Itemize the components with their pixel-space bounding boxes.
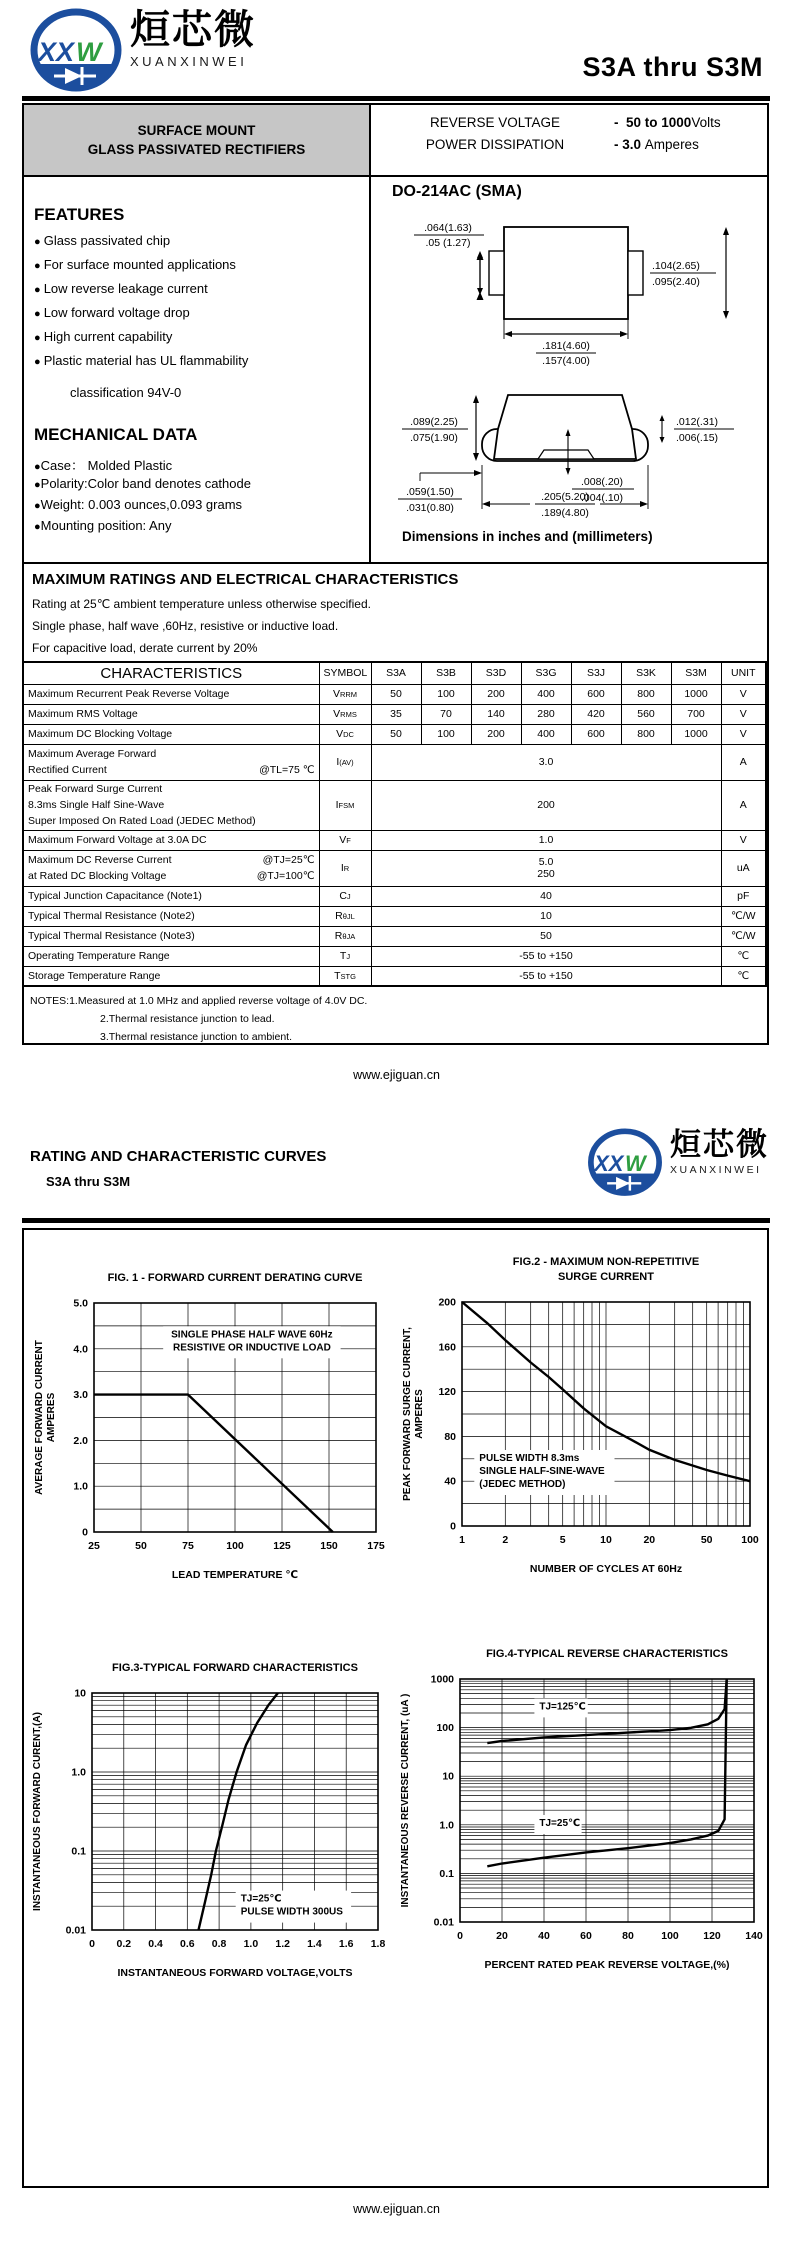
spec-value: 50 to 1000 — [626, 115, 692, 130]
divider — [24, 562, 767, 564]
value-cell: 400 — [521, 724, 571, 744]
value-cell: 200 — [371, 780, 721, 830]
table-row — [23, 966, 766, 986]
svg-text:60: 60 — [580, 1930, 592, 1942]
svg-text:AVERAGE FORWARD CURRENT: AVERAGE FORWARD CURRENT — [34, 1340, 45, 1495]
mechanical-item: ● Weight: 0.003 ounces,0.093 grams — [34, 497, 242, 512]
unit-cell: ℃ — [721, 946, 766, 966]
table-row — [23, 724, 766, 744]
svg-text:TJ=25℃: TJ=25℃ — [240, 1893, 282, 1905]
divider — [369, 105, 371, 562]
svg-text:75: 75 — [182, 1540, 194, 1552]
logo-letter-green: W — [76, 37, 102, 67]
svg-text:FIG.4-TYPICAL REVERSE CHARACTE: FIG.4-TYPICAL REVERSE CHARACTERISTICS — [486, 1648, 728, 1660]
dim-label: .012(.31) — [676, 416, 719, 428]
svg-text:4.0: 4.0 — [73, 1343, 88, 1356]
dim-label: .095(2.40) — [652, 276, 700, 288]
svg-text:0: 0 — [450, 1520, 456, 1533]
value-cell: 10 — [371, 906, 721, 926]
symbol-cell: TJ — [319, 946, 371, 966]
characteristic-cell: Typical Thermal Resistance (Note2) — [23, 906, 319, 926]
unit-cell: pF — [721, 886, 766, 906]
company-logo — [586, 1128, 769, 1198]
value-cell: -55 to +150 — [371, 946, 721, 966]
value-cell: 3.0 — [371, 744, 721, 780]
value-cell: 400 — [521, 684, 571, 704]
package-name: DO-214AC (SMA) — [392, 183, 522, 200]
svg-text:20: 20 — [643, 1534, 656, 1546]
svg-text:125: 125 — [273, 1540, 291, 1552]
unit-cell: V — [721, 684, 766, 704]
characteristic-cell: Peak Forward Surge Current 8.3ms Single Half Sine-Wave Super Imposed On Rated Load (JEDEC Method) — [23, 780, 319, 830]
table-row — [23, 886, 766, 906]
logo-letter-green: W — [625, 1151, 646, 1177]
dim-label: .006(.15) — [676, 432, 719, 444]
page2-heading: RATING AND CHARACTERISTIC CURVES — [30, 1148, 327, 1165]
package-side-view — [390, 373, 742, 525]
brand-name-en: XUANXINWEI — [130, 54, 248, 69]
company-logo — [28, 8, 256, 94]
dim-label: .157(4.00) — [542, 355, 590, 367]
svg-text:AMPERES: AMPERES — [414, 1389, 425, 1439]
unit-cell: ℃/W — [721, 926, 766, 946]
column-header: SYMBOL — [319, 662, 371, 684]
symbol-cell: RθJL — [319, 906, 371, 926]
unit-cell: A — [721, 780, 766, 830]
dim-label: .064(1.63) — [424, 222, 472, 234]
table-header-row — [23, 662, 766, 684]
symbol-cell: VF — [319, 830, 371, 850]
characteristic-cell: Maximum RMS Voltage — [23, 704, 319, 724]
svg-text:2.0: 2.0 — [73, 1434, 88, 1447]
column-header: S3G — [521, 662, 571, 684]
logo-letters-blue: XX — [594, 1151, 624, 1177]
value-cell: 600 — [571, 684, 621, 704]
package-top-view — [396, 213, 741, 369]
characteristic-cell: Storage Temperature Range — [23, 966, 319, 986]
svg-text:FIG. 1 - FORWARD CURRENT DERAT: FIG. 1 - FORWARD CURRENT DERATING CURVE — [107, 1272, 363, 1284]
fig3-forward-characteristics-chart — [28, 1654, 394, 1989]
spec-dash: - — [614, 115, 619, 130]
column-header: CHARACTERISTICS — [23, 662, 319, 684]
value-cell: 1000 — [671, 684, 721, 704]
dim-label: .181(4.60) — [542, 340, 590, 352]
table-row — [23, 926, 766, 946]
svg-text:0: 0 — [82, 1526, 88, 1539]
svg-text:0.2: 0.2 — [116, 1938, 132, 1950]
svg-text:INSTANTANEOUS FORWARD CURENT,: INSTANTANEOUS FORWARD CURENT,(A) — [32, 1712, 43, 1911]
svg-text:INSTANTANEOUS REVERSE CURRENT,: INSTANTANEOUS REVERSE CURRENT, (uA ) — [400, 1693, 411, 1908]
svg-text:40: 40 — [444, 1475, 456, 1488]
spec-label: REVERSE VOLTAGE — [429, 115, 561, 130]
svg-text:100: 100 — [741, 1534, 759, 1546]
svg-text:1: 1 — [459, 1534, 465, 1546]
company-logo-icon — [586, 1128, 664, 1198]
svg-text:SINGLE PHASE HALF WAVE 60Hz: SINGLE PHASE HALF WAVE 60Hz — [171, 1329, 333, 1341]
spec-reverse-voltage — [376, 115, 761, 130]
value-cell: 200 — [471, 724, 521, 744]
value-cell: 1.0 — [371, 830, 721, 850]
mechanical-item: ● Case： Molded Plastic — [34, 455, 172, 474]
value-cell: 100 — [421, 684, 471, 704]
svg-text:1000: 1000 — [430, 1673, 454, 1686]
svg-text:100: 100 — [661, 1930, 679, 1942]
svg-text:200: 200 — [438, 1296, 456, 1309]
symbol-cell: VRRM — [319, 684, 371, 704]
value-cell: 50 — [371, 724, 421, 744]
svg-text:5.0: 5.0 — [73, 1297, 88, 1310]
column-header: UNIT — [721, 662, 766, 684]
divider — [24, 175, 767, 177]
value-cell: -55 to +150 — [371, 966, 721, 986]
product-type-line2: GLASS PASSIVATED RECTIFIERS — [87, 142, 306, 157]
table-row — [23, 906, 766, 926]
svg-text:5: 5 — [559, 1534, 566, 1546]
dim-label: .189(4.80) — [541, 507, 589, 519]
unit-cell: ℃ — [721, 966, 766, 986]
svg-text:INSTANTANEOUS FORWARD VOLTAGE,: INSTANTANEOUS FORWARD VOLTAGE,VOLTS — [117, 1967, 353, 1979]
svg-text:0.8: 0.8 — [211, 1938, 227, 1950]
mechanical-heading: MECHANICAL DATA — [34, 425, 198, 444]
svg-text:0.01: 0.01 — [433, 1916, 454, 1929]
svg-text:10: 10 — [442, 1770, 454, 1783]
value-cell: 420 — [571, 704, 621, 724]
dim-label: .059(1.50) — [406, 486, 454, 498]
svg-text:80: 80 — [444, 1430, 456, 1443]
characteristic-cell: Maximum DC Reverse Current @TJ=25℃ at Rated DC Blocking Voltage @TJ=100℃ — [23, 850, 319, 886]
svg-text:SURGE CURRENT: SURGE CURRENT — [558, 1271, 654, 1283]
feature-item: ● Glass passivated chip — [34, 233, 170, 248]
dim-label: .104(2.65) — [652, 260, 700, 272]
svg-text:50: 50 — [700, 1534, 713, 1546]
fig2-max-surge-current-chart — [398, 1248, 766, 1585]
svg-text:40: 40 — [538, 1930, 550, 1942]
page-title: S3A thru S3M — [582, 52, 763, 82]
svg-text:AMPERES: AMPERES — [46, 1392, 57, 1443]
svg-text:1.0: 1.0 — [439, 1819, 454, 1832]
value-cell: 200 — [471, 684, 521, 704]
unit-cell: uA — [721, 850, 766, 886]
svg-text:TJ=125℃: TJ=125℃ — [539, 1701, 586, 1713]
ratings-condition: Single phase, half wave ,60Hz, resistive or inductive load. — [32, 619, 339, 633]
unit-cell: V — [721, 724, 766, 744]
mechanical-item: ● Mounting position: Any — [34, 518, 171, 533]
header-rule — [22, 1218, 770, 1223]
value-cell: 600 — [571, 724, 621, 744]
svg-text:FIG.3-TYPICAL FORWARD CHARACTE: FIG.3-TYPICAL FORWARD CHARACTERISTICS — [112, 1662, 358, 1674]
product-type-line1: SURFACE MOUNT — [137, 123, 256, 138]
svg-text:1.6: 1.6 — [338, 1938, 354, 1950]
feature-item: ● For surface mounted applications — [34, 257, 236, 272]
symbol-cell: IFSM — [319, 780, 371, 830]
svg-text:80: 80 — [622, 1930, 634, 1942]
svg-text:PERCENT RATED PEAK REVERSE VOL: PERCENT RATED PEAK REVERSE VOLTAGE,(%) — [484, 1959, 730, 1971]
column-header: S3B — [421, 662, 471, 684]
mechanical-item: ● Polarity:Color band denotes cathode — [34, 476, 251, 491]
spec-dash: - — [614, 137, 619, 152]
page1-footer-url: www.ejiguan.cn — [353, 1068, 440, 1082]
note-line: 2.Thermal resistance junction to lead. — [100, 1013, 275, 1025]
svg-text:(JEDEC METHOD): (JEDEC METHOD) — [479, 1479, 566, 1490]
dim-label: .089(2.25) — [410, 416, 458, 428]
value-cell: 280 — [521, 704, 571, 724]
value-cell: 140 — [471, 704, 521, 724]
column-header: S3M — [671, 662, 721, 684]
fig1-forward-current-derating-chart — [30, 1264, 392, 1591]
value-cell: 35 — [371, 704, 421, 724]
logo-letters-blue: XX — [38, 37, 75, 67]
svg-text:120: 120 — [438, 1386, 456, 1399]
svg-text:0.4: 0.4 — [148, 1938, 163, 1950]
characteristic-cell: Maximum Recurrent Peak Reverse Voltage — [23, 684, 319, 704]
symbol-cell: TSTG — [319, 966, 371, 986]
brand-name-en: XUANXINWEI — [670, 1164, 762, 1176]
dim-label: .004(.10) — [580, 492, 624, 504]
characteristic-cell: Typical Thermal Resistance (Note3) — [23, 926, 319, 946]
column-header: S3A — [371, 662, 421, 684]
svg-text:PULSE WIDTH 300US: PULSE WIDTH 300US — [240, 1906, 343, 1918]
symbol-cell: CJ — [319, 886, 371, 906]
unit-cell: ℃/W — [721, 906, 766, 926]
feature-item: ● Low reverse leakage current — [34, 281, 208, 296]
svg-text:100: 100 — [436, 1722, 454, 1735]
spec-value: 3.0 — [622, 137, 645, 152]
package-caption: Dimensions in inches and (millimeters) — [402, 529, 653, 544]
page2-content-box — [22, 1228, 769, 2188]
svg-text:PEAK FORWARD SURGE CURRENT,: PEAK FORWARD SURGE CURRENT, — [402, 1327, 413, 1501]
svg-text:0.01: 0.01 — [65, 1924, 86, 1937]
ratings-condition: Rating at 25℃ ambient temperature unless otherwise specified. — [32, 597, 371, 611]
value-cell: 1000 — [671, 724, 721, 744]
svg-text:1.0: 1.0 — [71, 1766, 86, 1779]
value-cell: 800 — [621, 724, 671, 744]
feature-item: ● High current capability — [34, 329, 172, 344]
svg-text:0.1: 0.1 — [439, 1867, 454, 1880]
svg-text:0: 0 — [457, 1930, 463, 1942]
svg-text:RESISTIVE OR INDUCTIVE LOAD: RESISTIVE OR INDUCTIVE LOAD — [173, 1342, 331, 1354]
value-cell: 70 — [421, 704, 471, 724]
svg-text:LEAD TEMPERATURE ℃: LEAD TEMPERATURE ℃ — [171, 1569, 299, 1581]
value-cell: 50 — [371, 684, 421, 704]
unit-cell: V — [721, 704, 766, 724]
value-cell: 5.0 250 — [371, 850, 721, 886]
svg-text:1.8: 1.8 — [370, 1938, 386, 1950]
svg-text:20: 20 — [496, 1930, 508, 1942]
table-row — [23, 850, 766, 886]
page1-content-box — [22, 103, 769, 1045]
spec-unit: Amperes — [644, 137, 699, 152]
key-specs — [376, 115, 761, 159]
feature-item: ● Low forward voltage drop — [34, 305, 190, 320]
unit-cell: V — [721, 830, 766, 850]
ratings-condition: For capacitive load, derate current by 20% — [32, 641, 258, 655]
column-header: S3K — [621, 662, 671, 684]
dim-label: .008(.20) — [580, 476, 624, 488]
svg-text:2: 2 — [502, 1534, 509, 1546]
symbol-cell: VRMS — [319, 704, 371, 724]
dim-label: .031(0.80) — [406, 502, 454, 514]
spec-label: POWER DISSIPATION — [425, 137, 565, 152]
value-cell: 50 — [371, 926, 721, 946]
spec-unit: Volts — [691, 115, 721, 130]
value-cell: 100 — [421, 724, 471, 744]
note-line: NOTES:1.Measured at 1.0 MHz and applied reverse voltage of 4.0V DC. — [30, 995, 368, 1007]
page2-footer-url: www.ejiguan.cn — [353, 2202, 440, 2216]
feature-item: ● Plastic material has UL flammability — [34, 353, 248, 368]
svg-text:TJ=25℃: TJ=25℃ — [539, 1818, 581, 1829]
dim-label: .205(5.20) — [541, 491, 589, 503]
value-cell: 560 — [621, 704, 671, 724]
value-cell: 800 — [621, 684, 671, 704]
svg-text:120: 120 — [703, 1930, 721, 1942]
column-header: S3D — [471, 662, 521, 684]
table-row — [23, 780, 766, 830]
unit-cell: A — [721, 744, 766, 780]
ratings-table-body — [23, 662, 766, 986]
characteristic-cell: Operating Temperature Range — [23, 946, 319, 966]
svg-text:0: 0 — [89, 1938, 95, 1950]
svg-text:1.0: 1.0 — [243, 1938, 259, 1950]
value-cell: 40 — [371, 886, 721, 906]
dim-label: .05 (1.27) — [425, 237, 471, 249]
svg-text:100: 100 — [226, 1540, 244, 1552]
fig4-reverse-characteristics-chart — [396, 1640, 770, 1981]
characteristic-cell: Maximum Average Forward Rectified Current @TL=75 ℃ — [23, 744, 319, 780]
ratings-heading: MAXIMUM RATINGS AND ELECTRICAL CHARACTERISTICS — [32, 571, 459, 588]
svg-text:50: 50 — [135, 1540, 147, 1552]
company-logo-icon — [28, 8, 124, 94]
symbol-cell: VDC — [319, 724, 371, 744]
svg-text:10: 10 — [74, 1687, 86, 1700]
svg-text:1.4: 1.4 — [307, 1938, 322, 1950]
feature-item-cont: classification 94V-0 — [70, 385, 182, 400]
svg-text:SINGLE HALF-SINE-WAVE: SINGLE HALF-SINE-WAVE — [479, 1466, 605, 1477]
brand-name-cn: 烜芯微 — [670, 1127, 769, 1162]
svg-text:PULSE WIDTH 8.3ms: PULSE WIDTH 8.3ms — [479, 1453, 580, 1464]
header-rule — [22, 96, 770, 101]
symbol-cell: I(AV) — [319, 744, 371, 780]
table-row — [23, 744, 766, 780]
value-cell: 700 — [671, 704, 721, 724]
svg-text:25: 25 — [88, 1540, 100, 1552]
svg-text:160: 160 — [438, 1341, 456, 1354]
symbol-cell: RθJA — [319, 926, 371, 946]
symbol-cell: IR — [319, 850, 371, 886]
svg-text:140: 140 — [745, 1930, 763, 1942]
brand-name-cn: 烜芯微 — [130, 8, 256, 52]
features-heading: FEATURES — [34, 205, 125, 224]
svg-text:1.2: 1.2 — [275, 1938, 291, 1950]
svg-text:0.1: 0.1 — [71, 1845, 86, 1858]
note-line: 3.Thermal resistance junction to ambient. — [100, 1031, 293, 1043]
table-row — [23, 830, 766, 850]
svg-text:NUMBER OF CYCLES AT 60Hz: NUMBER OF CYCLES AT 60Hz — [529, 1563, 683, 1575]
ratings-table — [22, 661, 767, 987]
svg-text:10: 10 — [600, 1534, 612, 1546]
svg-text:1.0: 1.0 — [73, 1480, 88, 1493]
svg-text:0.6: 0.6 — [179, 1938, 195, 1950]
characteristic-cell: Maximum DC Blocking Voltage — [23, 724, 319, 744]
table-row — [23, 684, 766, 704]
column-header: S3J — [571, 662, 621, 684]
characteristic-cell: Maximum Forward Voltage at 3.0A DC — [23, 830, 319, 850]
product-type-box — [24, 105, 371, 175]
dim-label: .075(1.90) — [410, 432, 458, 444]
svg-text:FIG.2 - MAXIMUM NON-REPETITIV: FIG.2 - MAXIMUM NON-REPETITIVE — [512, 1256, 700, 1268]
characteristic-cell: Typical Junction Capacitance (Note1) — [23, 886, 319, 906]
page2-subheading: S3A thru S3M — [46, 1174, 131, 1189]
svg-text:150: 150 — [320, 1540, 338, 1552]
svg-text:3.0: 3.0 — [73, 1389, 88, 1402]
table-row — [23, 704, 766, 724]
svg-text:175: 175 — [367, 1540, 385, 1552]
table-row — [23, 946, 766, 966]
spec-power-dissipation — [376, 137, 761, 152]
